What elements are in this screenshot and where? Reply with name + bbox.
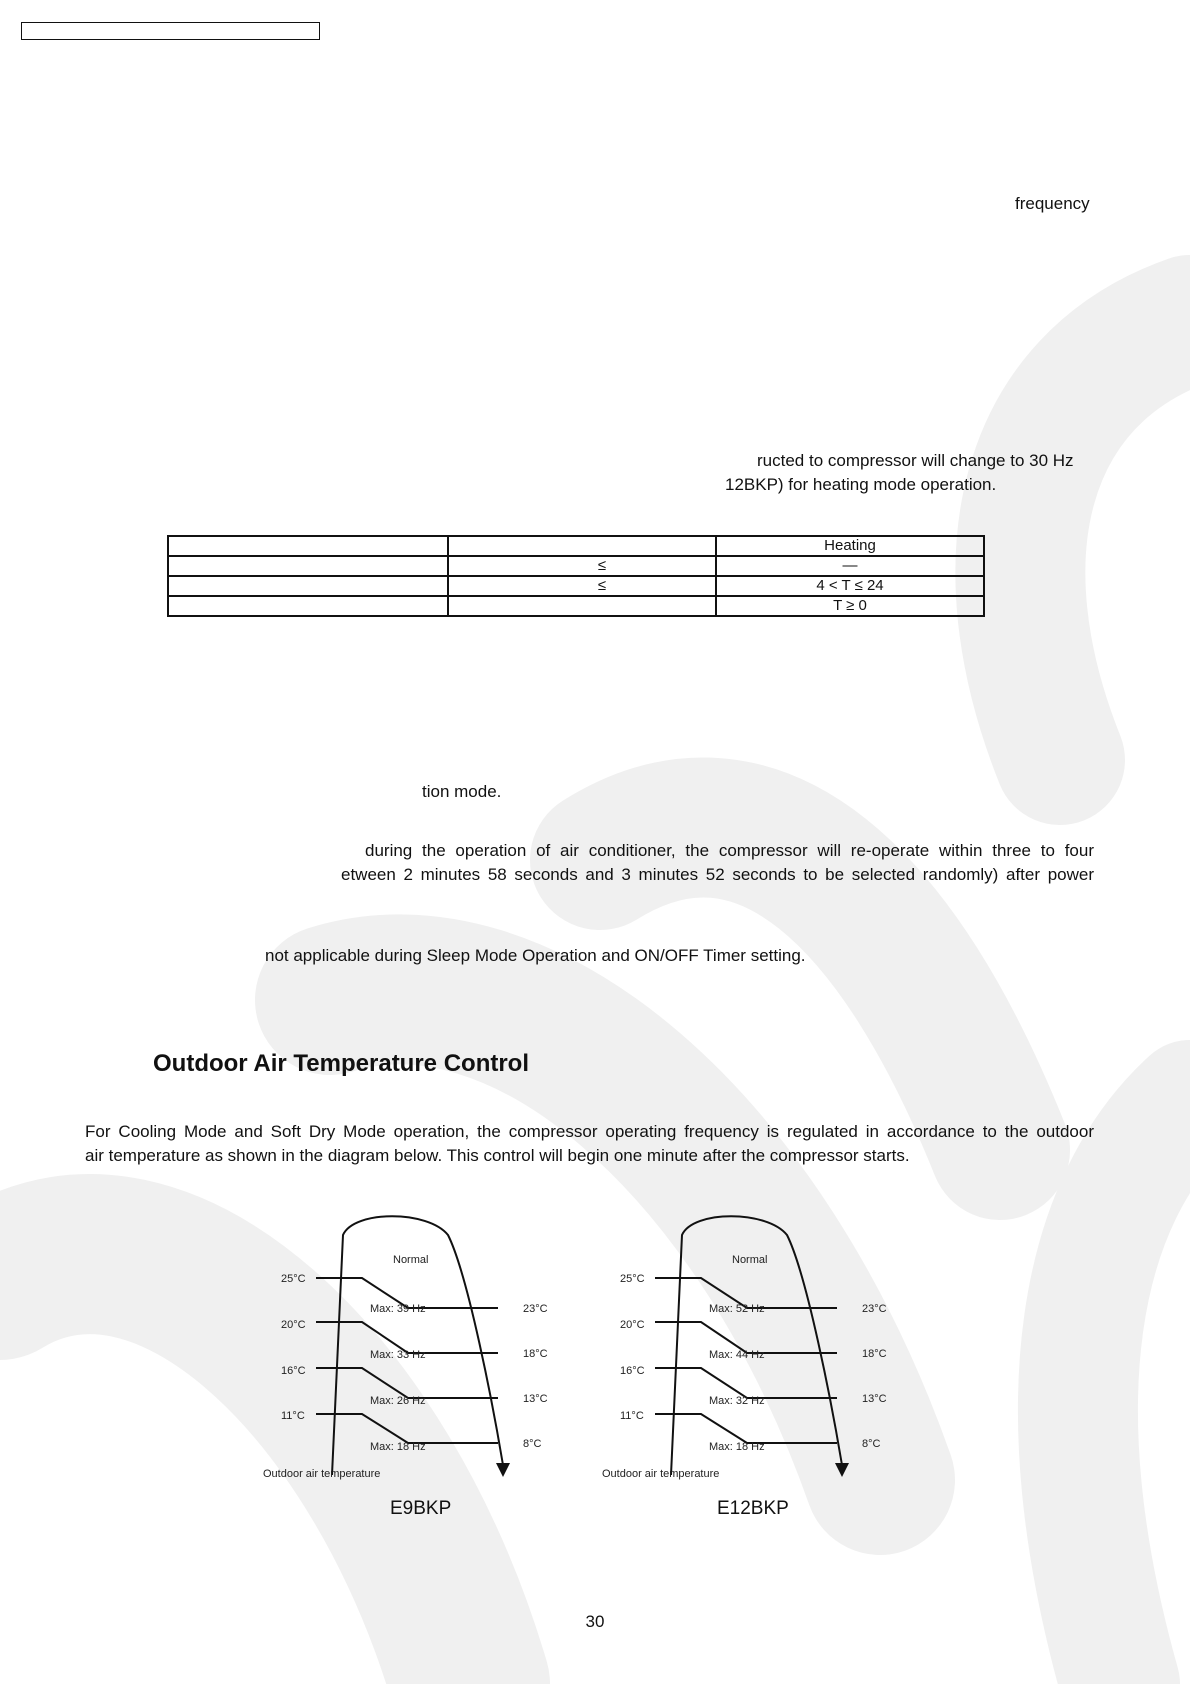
diagram-max-label: Max: 18 Hz <box>370 1441 426 1453</box>
text-fragment-line2: 12BKP) for heating mode operation. <box>725 475 997 494</box>
text-fragment-reoperate-2: etween 2 minutes 58 seconds and 3 minutes 52 seconds to be selected randomly) after power <box>341 865 1094 884</box>
table-cell: — <box>716 556 984 576</box>
diagram-max-label: Max: 18 Hz <box>709 1441 765 1453</box>
table-cell <box>168 576 448 596</box>
diagram-step-line <box>655 1414 837 1443</box>
diagram-model-label: E12BKP <box>717 1498 789 1519</box>
diagram-normal-label: Normal <box>732 1254 768 1266</box>
table-row <box>168 596 984 616</box>
frequency-diagram-e12bkp <box>597 1205 897 1535</box>
table-cell <box>448 536 716 556</box>
diagram-right-temp: 13°C <box>862 1393 887 1405</box>
diagram-left-temp: 11°C <box>281 1410 305 1422</box>
table-cell: ≤ <box>448 576 716 596</box>
text-fragment-tion-mode: tion mode. <box>422 782 502 801</box>
table-cell: 4 < T ≤ 24 <box>716 576 984 596</box>
frequency-diagram-e9bkp <box>258 1205 558 1535</box>
section-paragraph <box>85 1120 1094 1168</box>
diagram-left-temp: 16°C <box>620 1365 645 1377</box>
diagram-model-label: E9BKP <box>390 1498 452 1519</box>
table-row <box>168 556 984 576</box>
diagram-step-line <box>655 1368 837 1398</box>
diagram-max-label: Max: 33 Hz <box>370 1349 426 1361</box>
diagram-max-label: Max: 26 Hz <box>370 1395 426 1407</box>
table-cell <box>448 596 716 616</box>
table-row <box>168 576 984 596</box>
diagram-max-label: Max: 44 Hz <box>709 1349 765 1361</box>
diagram-right-temp: 8°C <box>862 1438 881 1450</box>
diagram-left-temp: 25°C <box>620 1273 645 1285</box>
diagram-max-label: Max: 39 Hz <box>370 1303 426 1315</box>
diagram-axis-label: Outdoor air temperature <box>602 1468 720 1480</box>
diagram-right-temp: 23°C <box>523 1303 548 1315</box>
table-cell <box>168 556 448 576</box>
diagram-right-temp: 23°C <box>862 1303 887 1315</box>
mode-temperature-table <box>167 535 985 617</box>
arrow-down-icon <box>496 1463 510 1477</box>
text-fragment-reoperate-1: during the operation of air conditioner, the compressor will re-operate within three to four <box>365 841 1094 860</box>
diagram-right-temp: 18°C <box>523 1348 548 1360</box>
diagram-normal-label: Normal <box>393 1254 429 1266</box>
diagram-axis-label: Outdoor air temperature <box>263 1468 381 1480</box>
diagram-left-temp: 25°C <box>281 1273 306 1285</box>
table-heading-heating: Heating <box>716 536 984 556</box>
section-title: Outdoor Air Temperature Control <box>153 1050 530 1077</box>
text-fragment-frequency: frequency <box>1015 194 1090 213</box>
diagram-left-temp: 16°C <box>281 1365 306 1377</box>
diagram-left-temp: 20°C <box>281 1319 306 1331</box>
diagram-left-temp: 20°C <box>620 1319 645 1331</box>
text-fragment-line1: ructed to compressor will change to 30 Hz <box>757 451 1074 470</box>
table-cell: T ≥ 0 <box>716 596 984 616</box>
diagram-max-label: Max: 32 Hz <box>709 1395 765 1407</box>
paragraph-line: For Cooling Mode and Soft Dry Mode operation, the compressor operating frequency is regulated in accordance to the outdoor <box>85 1122 1094 1141</box>
text-fragment-sleep: not applicable during Sleep Mode Operation and ON/OFF Timer setting. <box>265 946 806 965</box>
page-number: 30 <box>585 1612 605 1631</box>
diagram-left-temp: 11°C <box>620 1410 644 1422</box>
table-cell: ≤ <box>448 556 716 576</box>
table-cell <box>168 596 448 616</box>
table-header-row <box>168 536 984 556</box>
arrow-down-icon <box>835 1463 849 1477</box>
diagram-max-label: Max: 52 Hz <box>709 1303 765 1315</box>
diagram-step-line <box>316 1368 498 1398</box>
paragraph-line: air temperature as shown in the diagram below. This control will begin one minute after the compressor starts. <box>85 1146 910 1165</box>
diagram-step-line <box>316 1414 498 1443</box>
diagram-right-temp: 8°C <box>523 1438 542 1450</box>
table-cell <box>168 536 448 556</box>
diagram-right-temp: 18°C <box>862 1348 887 1360</box>
header-box <box>21 22 320 40</box>
diagram-right-temp: 13°C <box>523 1393 548 1405</box>
